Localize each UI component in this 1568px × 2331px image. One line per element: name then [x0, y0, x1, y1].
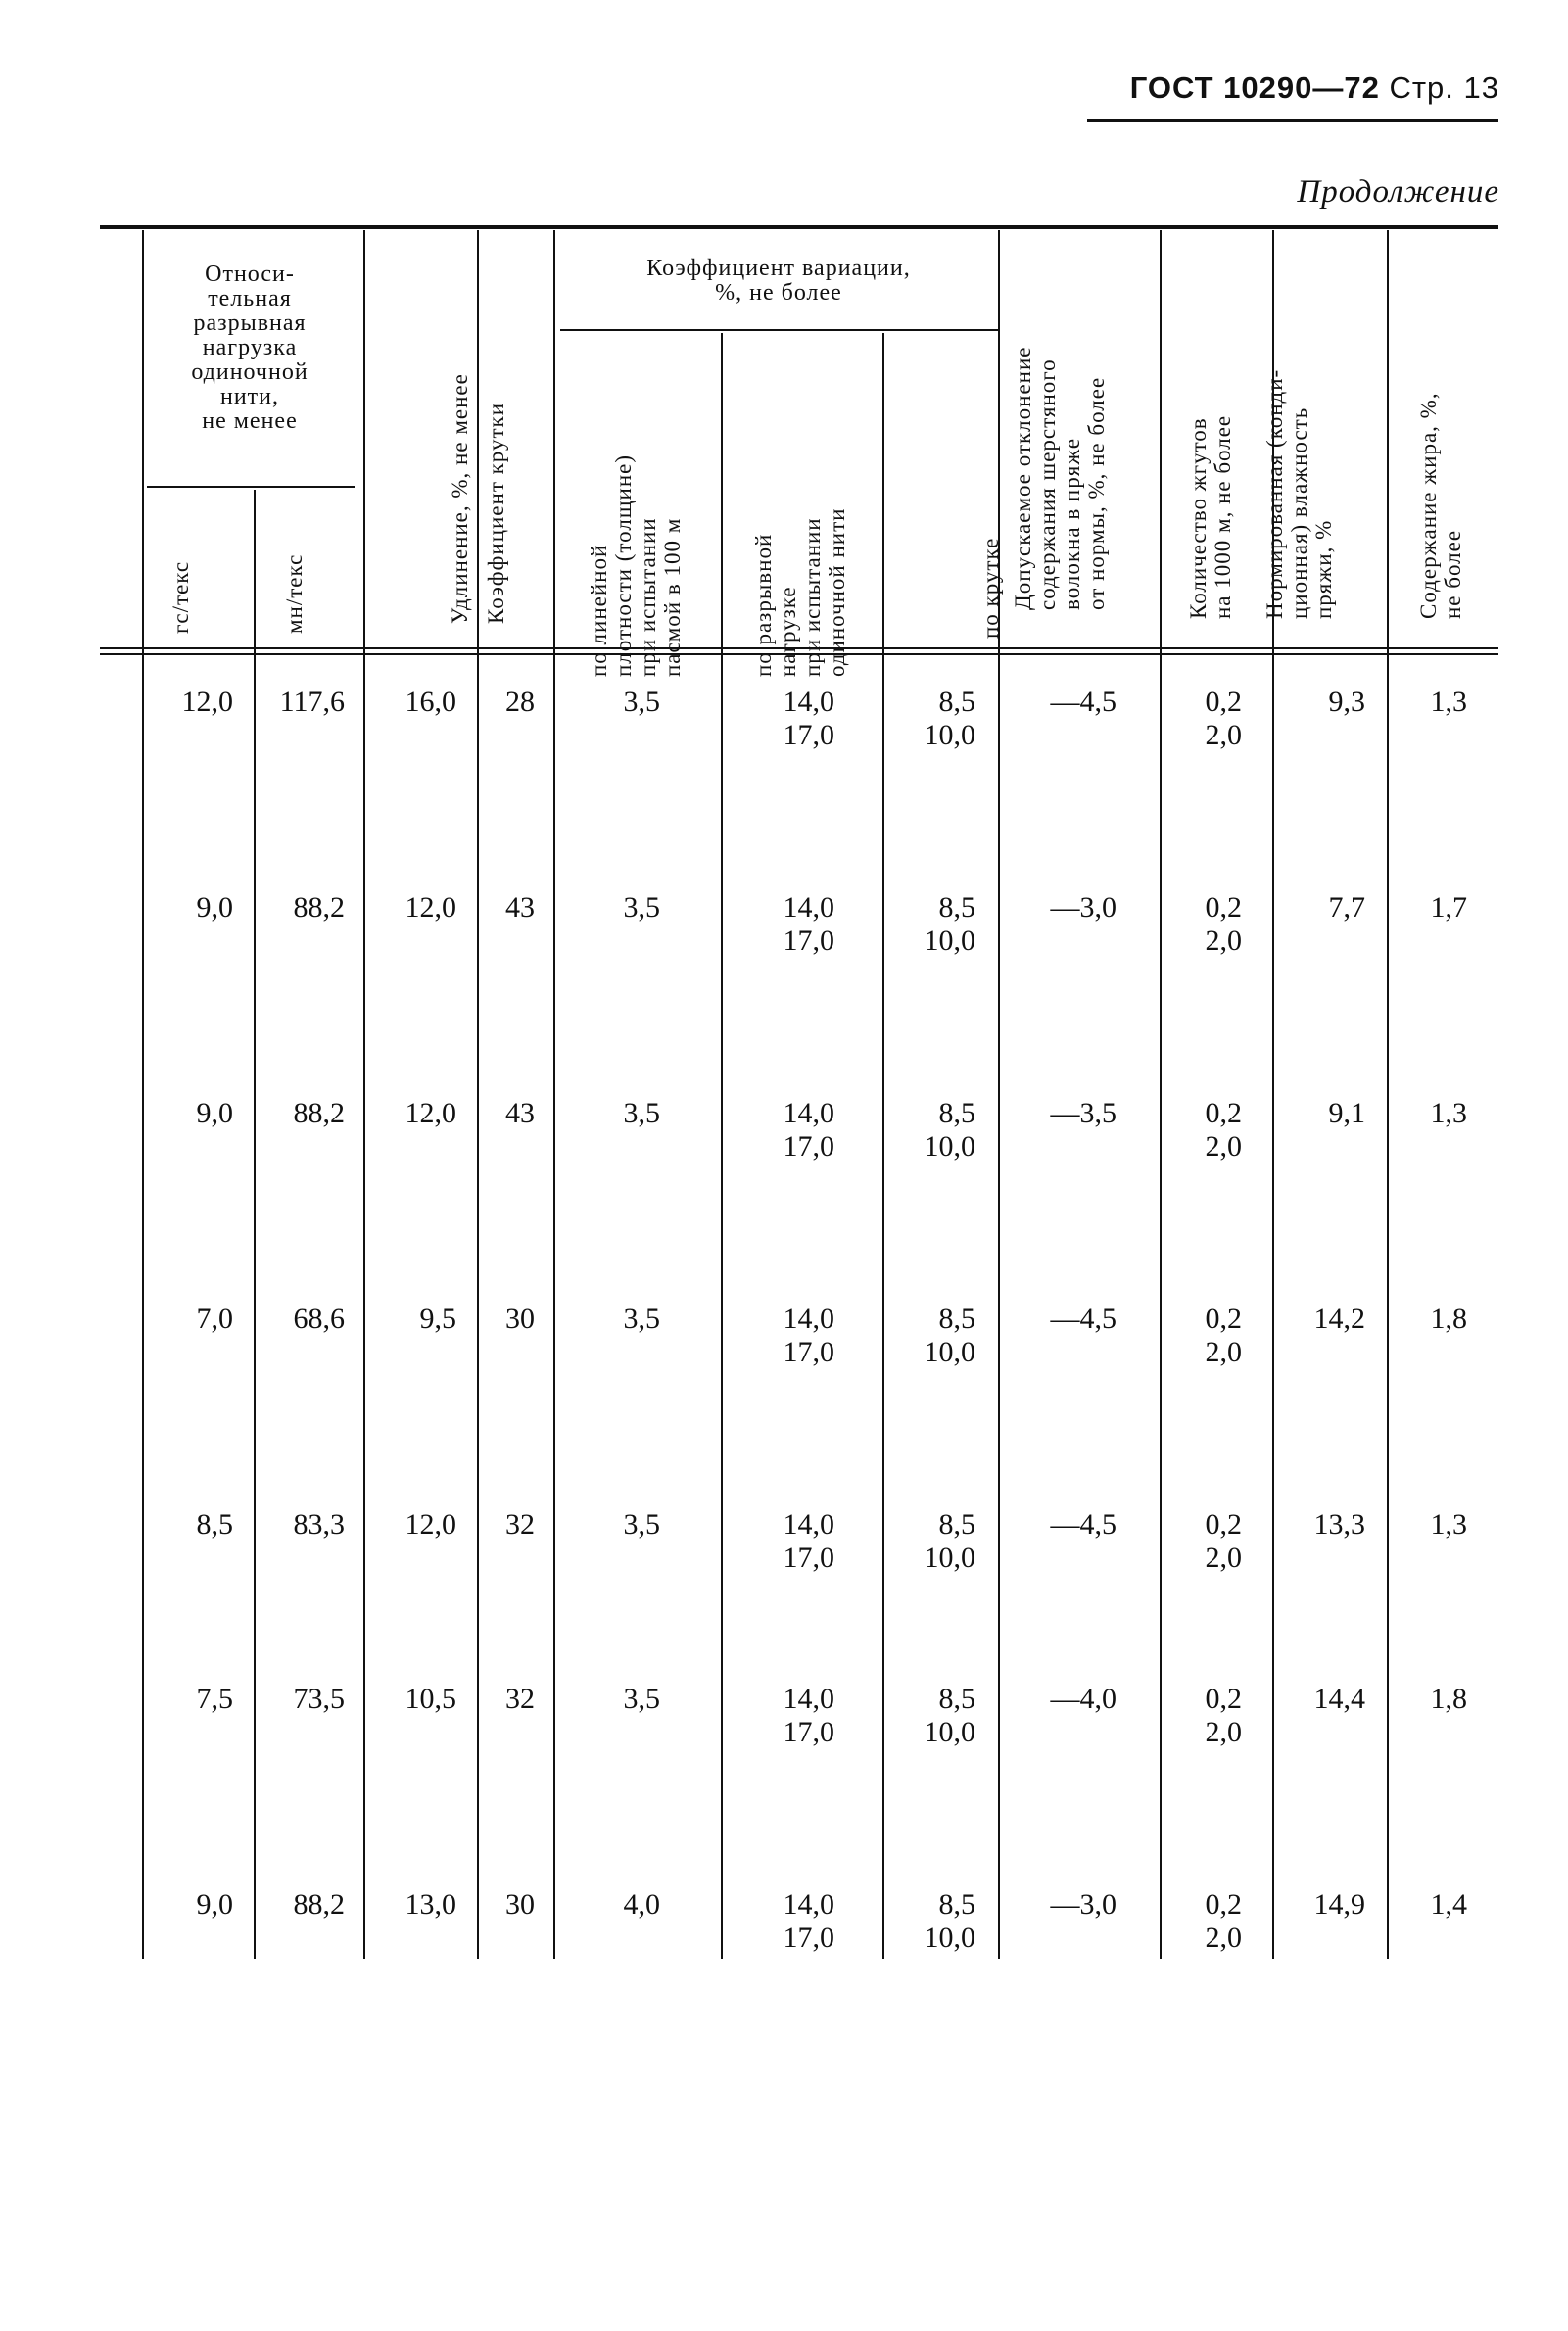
cell-mn-tex-value: 68,6 — [293, 1303, 345, 1335]
cell-mn-tex — [294, 1888, 346, 1922]
cell-var-linear-density-value: 4,0 — [623, 1888, 660, 1921]
cell-elongation-value: 10,5 — [404, 1683, 456, 1715]
cell-wool-deviation — [1051, 1888, 1117, 1922]
cell-twist-coefficient-value: 43 — [505, 891, 535, 924]
cell-var-twist — [925, 1097, 976, 1164]
standard-number: ГОСТ 10290—72 — [1129, 71, 1380, 105]
cell-knots-count-value-2: 2,0 — [1205, 1542, 1242, 1574]
cell-var-breaking-load — [784, 1303, 835, 1369]
cell-fat-content — [1431, 1508, 1468, 1542]
cell-mn-tex-value: 88,2 — [293, 1097, 345, 1129]
cell-mn-tex-value: 88,2 — [293, 1888, 345, 1921]
header-twist-coefficient: Коэффициент крутки — [484, 402, 508, 624]
cell-knots-count-value: 0,2 — [1205, 1303, 1242, 1335]
cell-knots-count-value: 0,2 — [1205, 1683, 1242, 1715]
cell-fat-content — [1431, 1888, 1468, 1922]
cell-fat-content-value: 1,3 — [1430, 1508, 1467, 1541]
cell-var-breaking-load — [784, 1508, 835, 1575]
header-mn-tex: мн/текс — [282, 553, 307, 634]
cell-wool-deviation-value: —4,5 — [1050, 1508, 1117, 1541]
cell-var-twist — [925, 1508, 976, 1575]
header-fat-content: Содержание жира, %, не более — [1416, 392, 1465, 619]
header-variation-coefficient: Коэффициент вариации, %, не более — [646, 256, 911, 306]
header-var-breaking-load: по разрывной нагрузке при испытании одиночной нити — [751, 507, 849, 677]
cell-var-twist-value-2: 10,0 — [924, 1542, 975, 1574]
cell-gs-tex-value: 9,0 — [196, 1888, 233, 1921]
cell-var-twist-value: 8,5 — [938, 1683, 975, 1715]
cell-var-breaking-load-value-2: 17,0 — [783, 925, 834, 957]
cell-twist-coefficient — [505, 1097, 535, 1130]
cell-moisture-value: 9,3 — [1328, 686, 1365, 718]
cell-moisture — [1314, 1683, 1366, 1716]
cell-fat-content — [1431, 891, 1468, 925]
cell-var-breaking-load — [784, 1097, 835, 1164]
page-number: Стр. 13 — [1389, 71, 1499, 105]
cell-var-twist — [925, 1303, 976, 1369]
cell-gs-tex — [197, 891, 234, 925]
cell-knots-count — [1206, 1683, 1243, 1749]
cell-var-linear-density-value: 3,5 — [623, 686, 660, 718]
cell-knots-count — [1206, 1888, 1243, 1955]
cell-mn-tex — [294, 1097, 346, 1130]
cell-moisture-value: 9,1 — [1328, 1097, 1365, 1129]
cell-wool-deviation-value: —4,5 — [1050, 686, 1117, 718]
cell-moisture — [1329, 891, 1366, 925]
cell-fat-content — [1431, 1683, 1468, 1716]
cell-twist-coefficient — [505, 1888, 535, 1922]
header-wool-deviation: Допускаемое отклонение содержания шерстяного волокна в пряже от нормы, %, не более — [1011, 346, 1109, 610]
header-moisture: Нормированная (конди- ционная) влажность пряжи, % — [1262, 368, 1336, 619]
cell-knots-count — [1206, 1097, 1243, 1164]
cell-wool-deviation-value: —4,0 — [1050, 1683, 1117, 1715]
cell-twist-coefficient — [505, 1303, 535, 1336]
cell-mn-tex — [294, 1303, 346, 1336]
cell-var-breaking-load-value: 14,0 — [783, 1888, 834, 1921]
cell-gs-tex — [197, 1888, 234, 1922]
cell-knots-count-value-2: 2,0 — [1205, 925, 1242, 957]
cell-var-twist-value-2: 10,0 — [924, 719, 975, 751]
cell-moisture-value: 14,2 — [1313, 1303, 1365, 1335]
cell-var-breaking-load-value-2: 17,0 — [783, 1542, 834, 1574]
cell-moisture-value: 14,4 — [1313, 1683, 1365, 1715]
cell-gs-tex-value: 9,0 — [196, 891, 233, 924]
cell-var-linear-density — [624, 891, 661, 925]
cell-twist-coefficient — [505, 686, 535, 719]
cell-var-twist-value-2: 10,0 — [924, 1336, 975, 1368]
cell-var-twist-value-2: 10,0 — [924, 1130, 975, 1163]
cell-var-breaking-load-value: 14,0 — [783, 1303, 834, 1335]
cell-mn-tex-value: 83,3 — [293, 1508, 345, 1541]
cell-var-linear-density — [624, 1508, 661, 1542]
cell-var-twist — [925, 891, 976, 958]
cell-gs-tex — [197, 1508, 234, 1542]
cell-elongation — [405, 1097, 457, 1130]
cell-elongation — [420, 1303, 457, 1336]
cell-var-linear-density-value: 3,5 — [623, 1097, 660, 1129]
cell-knots-count-value: 0,2 — [1205, 1888, 1242, 1921]
cell-wool-deviation — [1051, 686, 1117, 719]
cell-moisture-value: 7,7 — [1328, 891, 1365, 924]
cell-wool-deviation — [1051, 1303, 1117, 1336]
cell-mn-tex — [294, 891, 346, 925]
cell-var-linear-density — [624, 1683, 661, 1716]
cell-var-breaking-load — [784, 891, 835, 958]
cell-var-breaking-load-value-2: 17,0 — [783, 1336, 834, 1368]
cell-knots-count-value: 0,2 — [1205, 891, 1242, 924]
cell-knots-count-value-2: 2,0 — [1205, 1922, 1242, 1954]
cell-elongation-value: 9,5 — [419, 1303, 456, 1335]
cell-var-twist-value: 8,5 — [938, 1097, 975, 1129]
header-relative-breaking-load: Относи- тельная разрывная нагрузка одиночной нити, не менее — [191, 262, 309, 434]
cell-elongation — [405, 1508, 457, 1542]
cell-fat-content — [1431, 1097, 1468, 1130]
cell-mn-tex — [294, 1683, 346, 1716]
cell-knots-count-value-2: 2,0 — [1205, 1716, 1242, 1748]
cell-fat-content — [1431, 686, 1468, 719]
cell-fat-content-value: 1,3 — [1430, 1097, 1467, 1129]
cell-twist-coefficient-value: 43 — [505, 1097, 535, 1129]
cell-var-linear-density — [624, 686, 661, 719]
cell-var-twist-value: 8,5 — [938, 891, 975, 924]
cell-knots-count — [1206, 891, 1243, 958]
cell-wool-deviation — [1051, 1097, 1117, 1130]
cell-elongation — [405, 1683, 457, 1716]
cell-fat-content-value: 1,8 — [1430, 1303, 1467, 1335]
cell-elongation-value: 16,0 — [404, 686, 456, 718]
cell-var-linear-density-value: 3,5 — [623, 1683, 660, 1715]
cell-gs-tex-value: 8,5 — [196, 1508, 233, 1541]
cell-moisture — [1314, 1303, 1366, 1336]
cell-gs-tex-value: 9,0 — [196, 1097, 233, 1129]
cell-var-linear-density-value: 3,5 — [623, 1303, 660, 1335]
header-knots-count: Количество жгутов на 1000 м, не более — [1186, 414, 1235, 619]
cell-wool-deviation-value: —3,0 — [1050, 1888, 1117, 1921]
cell-var-linear-density — [624, 1888, 661, 1922]
header-var-linear-density: по линейной плотности (толщине) при испытании пасмой в 100 м — [587, 453, 685, 677]
cell-var-twist-value-2: 10,0 — [924, 1922, 975, 1954]
cell-knots-count — [1206, 686, 1243, 752]
cell-knots-count — [1206, 1508, 1243, 1575]
cell-knots-count-value-2: 2,0 — [1205, 1130, 1242, 1163]
cell-elongation-value: 12,0 — [404, 891, 456, 924]
cell-twist-coefficient-value: 32 — [505, 1683, 535, 1715]
cell-var-twist — [925, 686, 976, 752]
cell-wool-deviation — [1051, 891, 1117, 925]
cell-var-breaking-load-value: 14,0 — [783, 686, 834, 718]
cell-var-linear-density-value: 3,5 — [623, 891, 660, 924]
cell-gs-tex — [197, 1303, 234, 1336]
header-elongation: Удлинение, %, не менее — [448, 373, 472, 624]
cell-knots-count-value: 0,2 — [1205, 1097, 1242, 1129]
continuation-label: Продолжение — [1297, 174, 1499, 210]
cell-wool-deviation-value: —3,5 — [1050, 1097, 1117, 1129]
cell-var-breaking-load-value-2: 17,0 — [783, 719, 834, 751]
cell-twist-coefficient-value: 30 — [505, 1303, 535, 1335]
cell-mn-tex-value: 88,2 — [293, 891, 345, 924]
cell-moisture — [1314, 1888, 1366, 1922]
cell-gs-tex-value: 12,0 — [181, 686, 233, 718]
cell-var-linear-density — [624, 1097, 661, 1130]
cell-var-breaking-load-value-2: 17,0 — [783, 1130, 834, 1163]
cell-fat-content-value: 1,7 — [1430, 891, 1467, 924]
cell-var-linear-density — [624, 1303, 661, 1336]
cell-twist-coefficient-value: 28 — [505, 686, 535, 718]
cell-fat-content-value: 1,3 — [1430, 686, 1467, 718]
cell-moisture — [1329, 1097, 1366, 1130]
cell-knots-count-value: 0,2 — [1205, 686, 1242, 718]
cell-var-linear-density-value: 3,5 — [623, 1508, 660, 1541]
cell-elongation — [405, 1888, 457, 1922]
cell-var-twist-value-2: 10,0 — [924, 925, 975, 957]
cell-twist-coefficient — [505, 1683, 535, 1716]
cell-wool-deviation — [1051, 1683, 1117, 1716]
cell-var-twist — [925, 1888, 976, 1955]
cell-var-twist-value: 8,5 — [938, 1303, 975, 1335]
cell-mn-tex-value: 73,5 — [293, 1683, 345, 1715]
cell-var-breaking-load-value-2: 17,0 — [783, 1716, 834, 1748]
cell-elongation-value: 12,0 — [404, 1097, 456, 1129]
cell-knots-count-value-2: 2,0 — [1205, 1336, 1242, 1368]
cell-var-breaking-load-value: 14,0 — [783, 1683, 834, 1715]
cell-var-twist — [925, 1683, 976, 1749]
cell-elongation-value: 12,0 — [404, 1508, 456, 1541]
header-var-twist: по крутке — [978, 537, 1003, 639]
cell-twist-coefficient — [505, 1508, 535, 1542]
cell-elongation — [405, 686, 457, 719]
cell-var-twist-value: 8,5 — [938, 1888, 975, 1921]
cell-knots-count-value: 0,2 — [1205, 1508, 1242, 1541]
cell-mn-tex-value: 117,6 — [279, 686, 345, 718]
cell-moisture — [1329, 686, 1366, 719]
cell-var-breaking-load-value: 14,0 — [783, 891, 834, 924]
cell-mn-tex — [294, 1508, 346, 1542]
cell-moisture-value: 14,9 — [1313, 1888, 1365, 1921]
cell-mn-tex — [280, 686, 345, 719]
header-gs-tex: гс/текс — [168, 560, 193, 634]
cell-var-twist-value: 8,5 — [938, 686, 975, 718]
cell-wool-deviation-value: —3,0 — [1050, 891, 1117, 924]
cell-twist-coefficient — [505, 891, 535, 925]
cell-fat-content — [1431, 1303, 1468, 1336]
cell-gs-tex — [197, 1097, 234, 1130]
cell-elongation-value: 13,0 — [404, 1888, 456, 1921]
cell-fat-content-value: 1,8 — [1430, 1683, 1467, 1715]
cell-wool-deviation — [1051, 1508, 1117, 1542]
cell-var-breaking-load-value-2: 17,0 — [783, 1922, 834, 1954]
cell-fat-content-value: 1,4 — [1430, 1888, 1467, 1921]
cell-gs-tex — [182, 686, 234, 719]
cell-knots-count-value-2: 2,0 — [1205, 719, 1242, 751]
cell-knots-count — [1206, 1303, 1243, 1369]
cell-moisture — [1314, 1508, 1366, 1542]
cell-wool-deviation-value: —4,5 — [1050, 1303, 1117, 1335]
cell-twist-coefficient-value: 32 — [505, 1508, 535, 1541]
cell-var-breaking-load — [784, 686, 835, 752]
cell-twist-coefficient-value: 30 — [505, 1888, 535, 1921]
cell-var-breaking-load — [784, 1888, 835, 1955]
cell-var-twist-value: 8,5 — [938, 1508, 975, 1541]
cell-elongation — [405, 891, 457, 925]
cell-gs-tex-value: 7,0 — [196, 1303, 233, 1335]
cell-var-breaking-load — [784, 1683, 835, 1749]
cell-var-breaking-load-value: 14,0 — [783, 1508, 834, 1541]
cell-moisture-value: 13,3 — [1313, 1508, 1365, 1541]
cell-var-twist-value-2: 10,0 — [924, 1716, 975, 1748]
cell-var-breaking-load-value: 14,0 — [783, 1097, 834, 1129]
cell-gs-tex — [197, 1683, 234, 1716]
cell-gs-tex-value: 7,5 — [196, 1683, 233, 1715]
